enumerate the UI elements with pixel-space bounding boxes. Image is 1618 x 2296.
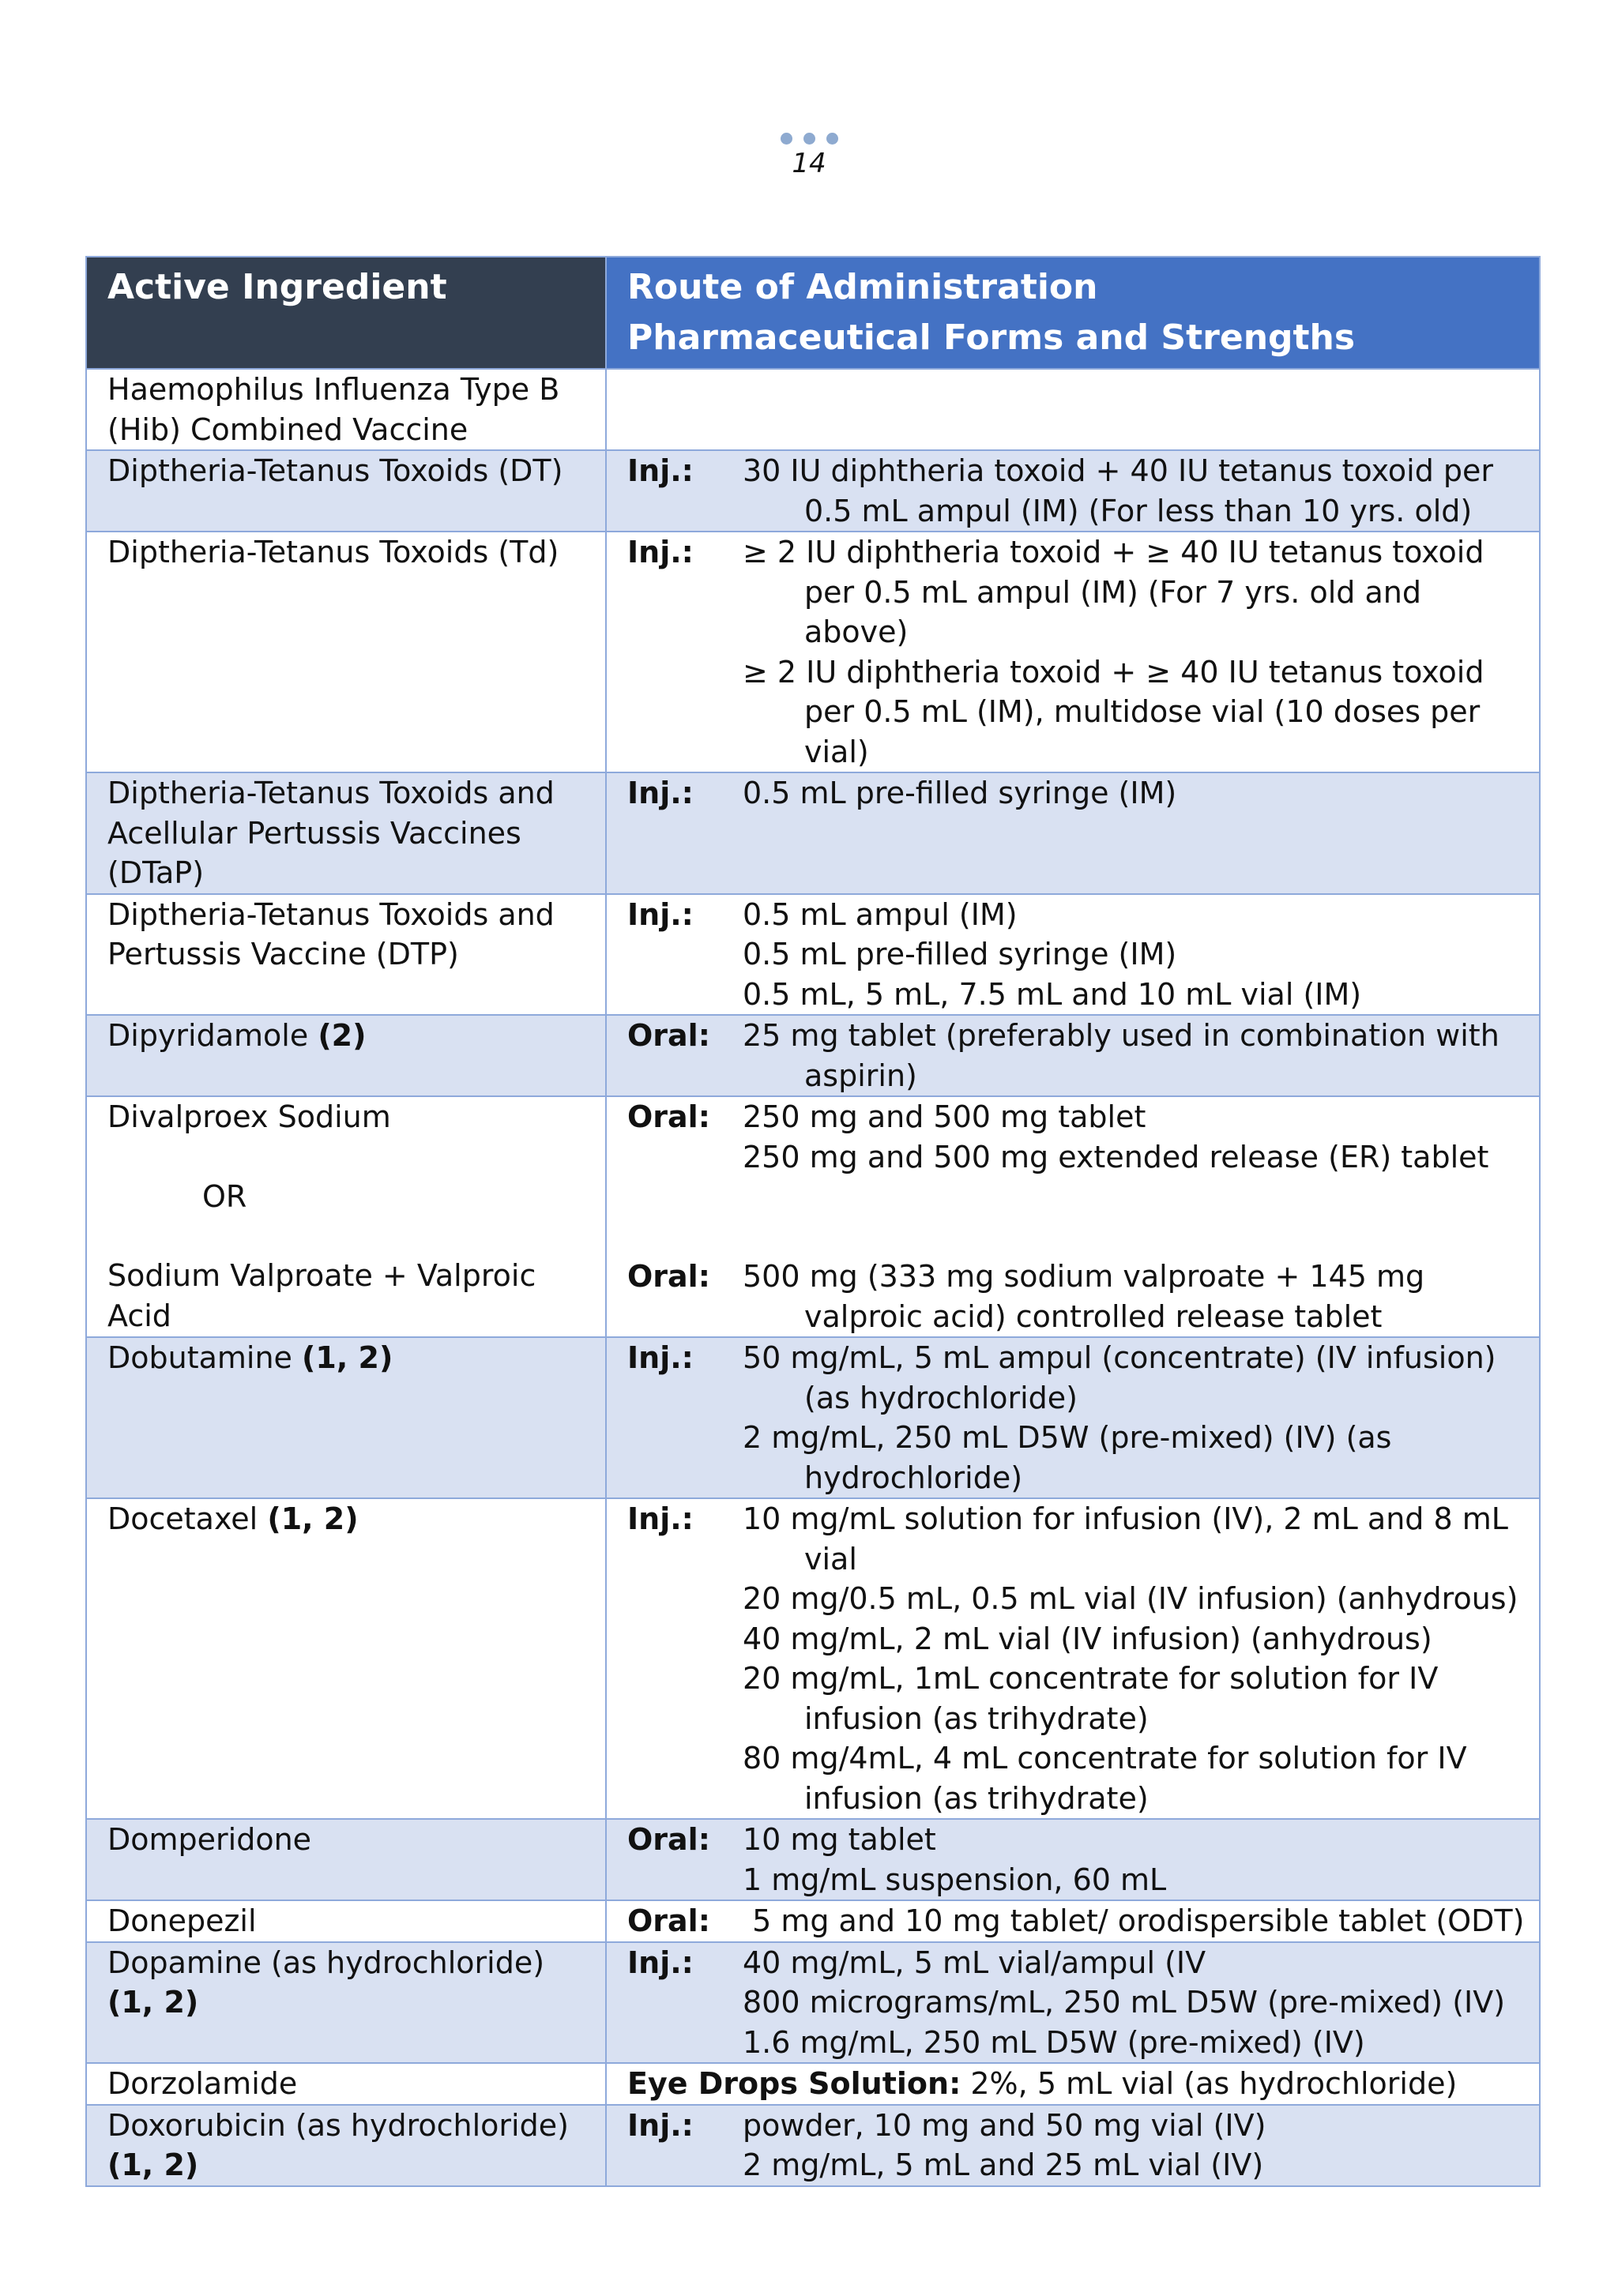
table-row	[86, 1337, 1540, 1498]
route-label: Oral:	[627, 1903, 710, 1938]
route-cell	[606, 772, 1540, 894]
ingredient-name: Diptheria-Tetanus Toxoids (Td)	[107, 535, 559, 569]
page-number: 14	[792, 148, 826, 179]
route-label: Eye Drops Solution:	[627, 2066, 961, 2101]
route-cell	[606, 1900, 1540, 1942]
form-item: ≥ 2 IU diphtheria toxoid + ≥ 40 IU tetanus toxoid per 0.5 mL ampul (IM) (For 7 yrs. old and above)	[743, 535, 1484, 649]
form-item: 2%, 5 mL vial (as hydrochloride)	[970, 2066, 1458, 2101]
ingredient-note: (1, 2)	[267, 1501, 359, 1536]
table-row	[86, 772, 1540, 894]
table-row	[86, 450, 1540, 532]
ingredient-name: Dorzolamide	[107, 2066, 298, 2101]
route-label: Inj.:	[627, 535, 694, 569]
route-cell	[606, 1942, 1540, 2064]
form-item: 25 mg tablet (preferably used in combination with aspirin)	[743, 1018, 1499, 1093]
route-label: Oral:	[627, 1018, 710, 1053]
route-label: Oral:	[627, 1259, 710, 1294]
route-cell	[606, 894, 1540, 1016]
ingredient-alt-name: Sodium Valproate + Valproic Acid	[107, 1258, 536, 1333]
ingredient-name: Donepezil	[107, 1903, 257, 1938]
route-cell	[606, 369, 1540, 450]
ingredient-name: Diptheria-Tetanus Toxoids (DT)	[107, 453, 563, 488]
form-item: 10 mg tablet	[743, 1822, 936, 1857]
ingredient-name: Dopamine (as hydrochloride)	[107, 1945, 545, 1980]
dot-icon	[803, 133, 815, 145]
route-label: Inj.:	[627, 776, 694, 810]
form-item: 1 mg/mL suspension, 60 mL	[743, 1862, 1167, 1897]
route-cell	[606, 1819, 1540, 1900]
ingredient-cell	[86, 2063, 606, 2105]
form-item: 20 mg/0.5 mL, 0.5 mL vial (IV infusion) (anhydrous)	[743, 1581, 1518, 1616]
ingredient-cell	[86, 1819, 606, 1900]
table-row	[86, 2105, 1540, 2186]
table-row	[86, 894, 1540, 1016]
form-item: ≥ 2 IU diphtheria toxoid + ≥ 40 IU tetanus toxoid per 0.5 mL (IM), multidose vial (10 doses per vial)	[743, 654, 1484, 769]
or-separator: OR	[202, 1178, 247, 1214]
form-item: 250 mg and 500 mg tablet	[743, 1099, 1146, 1134]
form-item: 30 IU diphtheria toxoid + 40 IU tetanus toxoid per 0.5 mL ampul (IM) (For less than 10 yrs. old)	[743, 453, 1494, 528]
ingredient-name: Dobutamine	[107, 1340, 292, 1375]
ingredient-note: (1, 2)	[302, 1340, 393, 1375]
route-cell	[606, 2063, 1540, 2105]
table-row	[86, 1015, 1540, 1096]
ingredient-name: Doxorubicin (as hydrochloride)	[107, 2107, 569, 2143]
ingredient-name: Haemophilus Influenza Type B (Hib) Combined Vaccine	[107, 372, 560, 447]
table-row	[86, 1819, 1540, 1900]
dot-icon	[781, 133, 792, 145]
form-item: powder, 10 mg and 50 mg vial (IV)	[743, 2107, 1266, 2143]
ingredient-name: Docetaxel	[107, 1501, 258, 1536]
ingredient-note: (1, 2)	[107, 1985, 199, 2020]
form-item: 500 mg (333 mg sodium valproate + 145 mg valproic acid) controlled release tablet	[743, 1259, 1425, 1334]
header-label: Active Ingredient	[107, 267, 447, 307]
route-cell	[606, 1096, 1540, 1337]
header-route-line: Route of Administration	[627, 267, 1098, 307]
form-item: 2 mg/mL, 250 mL D5W (pre-mixed) (IV) (as hydrochloride)	[743, 1420, 1392, 1495]
ingredient-cell	[86, 772, 606, 894]
form-item: 10 mg/mL solution for infusion (IV), 2 mL and 8 mL vial	[743, 1501, 1508, 1576]
ingredient-cell	[86, 1900, 606, 1942]
form-item: 0.5 mL, 5 mL, 7.5 mL and 10 mL vial (IM)	[743, 976, 1362, 1012]
drug-table	[85, 256, 1541, 2187]
ingredient-note: (2)	[318, 1018, 367, 1053]
ingredient-cell	[86, 450, 606, 532]
form-item: 250 mg and 500 mg extended release (ER) tablet	[743, 1139, 1489, 1174]
form-item: 20 mg/mL, 1mL concentrate for solution for IV infusion (as trihydrate)	[743, 1661, 1439, 1736]
form-item: 80 mg/4mL, 4 mL concentrate for solution for IV infusion (as trihydrate)	[743, 1741, 1467, 1816]
ingredient-cell	[86, 1096, 606, 1337]
route-label: Inj.:	[627, 896, 694, 932]
form-item: 800 micrograms/mL, 250 mL D5W (pre-mixed) (IV)	[743, 1985, 1506, 2020]
route-label: Inj.:	[627, 453, 694, 488]
ingredient-cell	[86, 1942, 606, 2064]
ingredient-cell	[86, 2105, 606, 2186]
ingredient-name: Divalproex Sodium	[107, 1099, 391, 1134]
form-item: 1.6 mg/mL, 250 mL D5W (pre-mixed) (IV)	[743, 2024, 1365, 2060]
ingredient-name: Diptheria-Tetanus Toxoids and Acellular Pertussis Vaccines (DTaP)	[107, 776, 555, 890]
header-forms-line: Pharmaceutical Forms and Strengths	[627, 318, 1356, 358]
table-row	[86, 1096, 1540, 1337]
route-label: Oral:	[627, 1822, 710, 1857]
page-header	[0, 133, 1618, 179]
ingredient-note: (1, 2)	[107, 2148, 199, 2182]
table-row	[86, 532, 1540, 772]
form-item: 40 mg/mL, 5 mL vial/ampul (IV	[743, 1945, 1206, 1980]
route-label: Inj.:	[627, 1340, 694, 1375]
table-row	[86, 2063, 1540, 2105]
form-item: 0.5 mL pre-filled syringe (IM)	[743, 776, 1177, 810]
decorative-dots	[0, 133, 1618, 145]
table-row	[86, 369, 1540, 450]
route-cell	[606, 1337, 1540, 1498]
header-active-ingredient	[86, 257, 606, 369]
form-item: 0.5 mL ampul (IM)	[743, 896, 1018, 932]
route-label: Oral:	[627, 1099, 710, 1134]
route-cell	[606, 1015, 1540, 1096]
form-item: 2 mg/mL, 5 mL and 25 mL vial (IV)	[743, 2148, 1264, 2182]
form-item: 50 mg/mL, 5 mL ampul (concentrate) (IV infusion) (as hydrochloride)	[743, 1340, 1496, 1415]
route-cell	[606, 1498, 1540, 1819]
form-item: 5 mg and 10 mg tablet/ orodispersible tablet (ODT)	[743, 1903, 1525, 1938]
form-item: 40 mg/mL, 2 mL vial (IV infusion) (anhydrous)	[743, 1621, 1432, 1656]
form-item: 0.5 mL pre-filled syringe (IM)	[743, 937, 1177, 971]
ingredient-cell	[86, 532, 606, 772]
ingredient-cell	[86, 1015, 606, 1096]
header-route	[606, 257, 1540, 369]
route-cell	[606, 532, 1540, 772]
table-header-row	[86, 257, 1540, 369]
ingredient-name: Dipyridamole	[107, 1018, 309, 1053]
route-cell	[606, 450, 1540, 532]
route-label: Inj.:	[627, 1945, 694, 1980]
ingredient-cell	[86, 894, 606, 1016]
route-label: Inj.:	[627, 2107, 694, 2143]
table-row	[86, 1498, 1540, 1819]
ingredient-cell	[86, 369, 606, 450]
table-row	[86, 1900, 1540, 1942]
route-cell	[606, 2105, 1540, 2186]
ingredient-name: Diptheria-Tetanus Toxoids and Pertussis Vaccine (DTP)	[107, 896, 555, 971]
route-label: Inj.:	[627, 1501, 694, 1536]
ingredient-cell	[86, 1498, 606, 1819]
table-row	[86, 1942, 1540, 2064]
ingredient-name: Domperidone	[107, 1822, 312, 1857]
ingredient-cell	[86, 1337, 606, 1498]
dot-icon	[826, 133, 838, 145]
